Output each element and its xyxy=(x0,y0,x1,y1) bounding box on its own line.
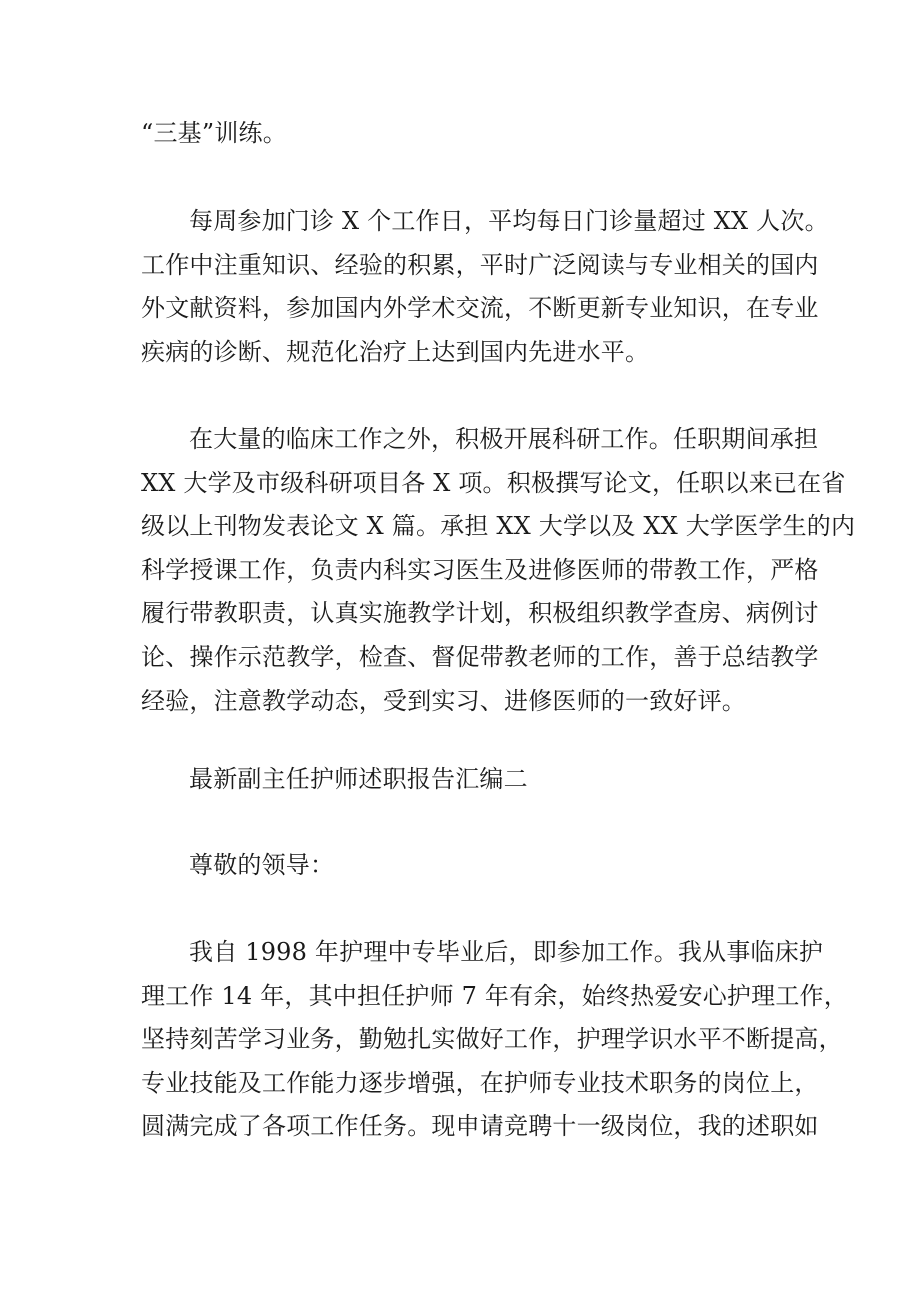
text-line: 在大量的临床工作之外，积极开展科研工作。任职期间承担 xyxy=(189,425,819,453)
paragraph-outpatient-work xyxy=(141,200,829,374)
text-line: 坚持刻苦学习业务，勤勉扎实做好工作，护理学识水平不断提高， xyxy=(141,1025,843,1054)
text-line: 工作中注重知识、经验的积累，平时广泛阅读与专业相关的国内 xyxy=(141,250,819,279)
text-line: 级以上刊物发表论文 X 篇。承担 XX 大学以及 XX 大学医学生的内 xyxy=(141,512,856,541)
section-title-text: 最新副主任护师述职报告汇编二 xyxy=(189,765,528,793)
text-line: 圆满完成了各项工作任务。现申请竞聘十一级岗位，我的述职如 xyxy=(141,1112,819,1141)
salutation xyxy=(141,844,801,888)
text-line: 我自 1998 年护理中专毕业后，即参加工作。我从事临床护 xyxy=(189,938,824,966)
text-line: 履行带教职责，认真实施教学计划，积极组织教学查房、病例讨 xyxy=(141,599,819,628)
text-line: 疾病的诊断、规范化治疗上达到国内先进水平。 xyxy=(141,337,650,366)
paragraph-sanji-training xyxy=(141,112,801,156)
text-line: 外文献资料，参加国内外学术交流，不断更新专业知识，在专业 xyxy=(141,294,819,323)
text-line: 理工作 14 年，其中担任护师 7 年有余，始终热爱安心护理工作， xyxy=(141,981,848,1010)
text-line: “三基”训练。 xyxy=(141,119,287,147)
section-title xyxy=(141,758,801,802)
text-line: 科学授课工作，负责内科实习医生及进修医师的带教工作，严格 xyxy=(141,555,819,584)
paragraph-research-teaching xyxy=(141,418,856,723)
text-line: 论、操作示范教学，检查、督促带教老师的工作，善于总结教学 xyxy=(141,642,819,671)
salutation-text: 尊敬的领导： xyxy=(189,851,335,879)
paragraph-career-summary xyxy=(141,931,848,1149)
text-line: XX 大学及市级科研项目各 X 项。积极撰写论文，任职以来已在省 xyxy=(141,468,846,497)
text-line: 专业技能及工作能力逐步增强，在护师专业技术职务的岗位上， xyxy=(141,1068,819,1097)
text-line: 经验，注意教学动态，受到实习、进修医师的一致好评。 xyxy=(141,686,746,715)
text-line: 每周参加门诊 X 个工作日，平均每日门诊量超过 XX 人次。 xyxy=(189,207,829,235)
